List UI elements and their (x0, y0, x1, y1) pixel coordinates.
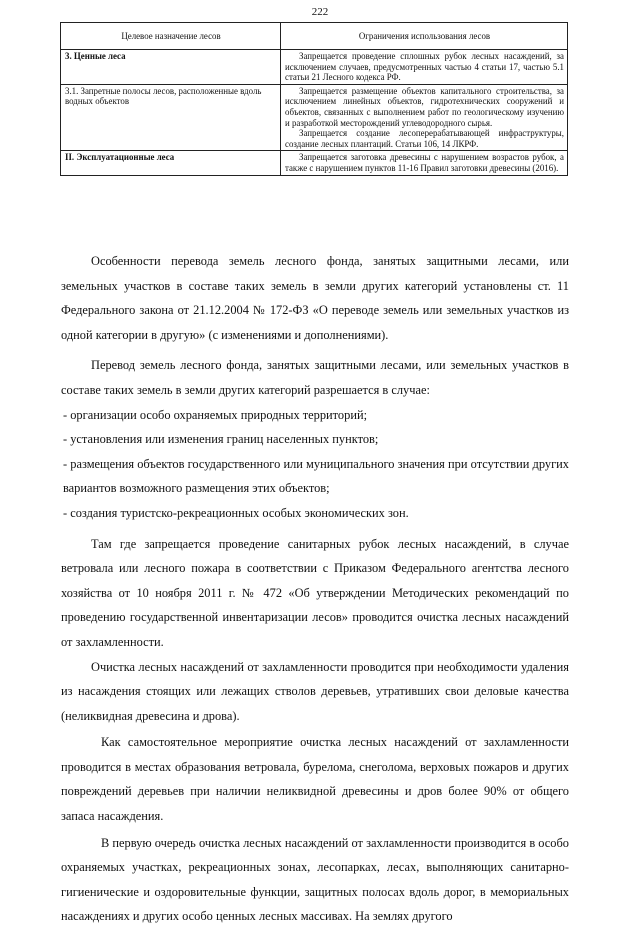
paragraph: Как самостоятельное мероприятие очистка лесных насаждений от захламленности проводится в местах образования ветровала, бурелома, снеголома, верховых пожаров и других повреждений деревьев при наличии неликвидной древесины и дров более 90% от общего запаса насаждения. (61, 735, 569, 824)
paragraph: Особенности перевода земель лесного фонда, занятых защитными лесами, или земельных участков в составе таких земель в земли других категорий установлены ст. 11 Федерального закона от 21.12.2004 № 172-ФЗ «О переводе земель или земельных участков из одной категории в другую» (с изменениями и дополнениями). (61, 254, 569, 342)
restriction-text: Запрещается размещение объектов капитального строительства, за исключением линейных объектов, гидротехнических сооружений и объектов, связанных с выполнением работ по геологическому изучению и разработкой месторождений углеводородного сырья. (285, 85, 564, 128)
conditions-list (61, 403, 569, 526)
paragraph: В первую очередь очистка лесных насаждений от захламленности производится в особо охраняемых участках, рекреационных зонах, лесопарках, лесах, выполняющих санитарно-гигиенические и оздоровительные функции, защитных полосах вдоль дорог, в мемориальных насаждениях и других особо ценных лесных массивах. На землях другого (61, 835, 569, 924)
category-cell: II. Эксплуатационные леса (61, 151, 281, 175)
paragraph: Там где запрещается проведение санитарных рубок лесных насаждений, в случае ветровала или лесного пожара в соответствии с Приказом Федерального агентства лесного хозяйства от 10 ноября 2011 г. № 472 «Об утверждении Методических рекомендаций по проведению государственной инвентаризации лесов» проводится очистка лесных насаждений от захламленности. (61, 536, 569, 649)
table-row (61, 50, 568, 85)
restriction-cell (281, 50, 568, 85)
list-item: - создания туристско-рекреационных особых экономических зон. (63, 505, 409, 520)
restriction-text: Запрещается проведение сплошных рубок лесных насаждений, за исключением случаев, предусмотренных частью 4 статьи 17, частью 5.1 статьи 21 Лесного кодекса РФ. (285, 51, 564, 83)
page-number: 222 (311, 6, 329, 18)
restriction-text: Запрещается создание лесоперерабатывающей инфраструктуры, создание лесных плантаций. Статьи 106, 14 ЛКРФ. (285, 128, 564, 149)
restriction-cell (281, 151, 568, 175)
list-item: - размещения объектов государственного или муниципального значения при отсутствии других вариантов возможного размещения этих объектов; (63, 456, 569, 496)
table-row (61, 84, 568, 151)
restriction-text: Запрещается заготовка древесины с нарушением возрастов рубок, а также с нарушением пунктов 11-16 Правил заготовки древесины (2016). (285, 152, 564, 173)
column-header-purpose: Целевое назначение лесов (61, 23, 281, 50)
list-item: - организации особо охраняемых природных территорий; (63, 407, 368, 422)
paragraph: Очистка лесных насаждений от захламленности проводится при необходимости удаления из насаждения стоящих или лежащих стволов деревьев, утративших свои деловые качества (неликвидная древесина и дрова). (61, 659, 569, 723)
table-header-row (61, 23, 568, 50)
paragraph: Перевод земель лесного фонда, занятых защитными лесами, или земельных участков в составе таких земель в земли других категорий разрешается в случае: (61, 358, 569, 397)
category-cell: 3. Ценные леса (61, 50, 281, 85)
restriction-cell (281, 84, 568, 151)
body-text (61, 249, 569, 929)
column-header-restrictions: Ограничения использования лесов (281, 23, 568, 50)
category-cell: 3.1. Запретные полосы лесов, расположенные вдоль водных объектов (61, 84, 281, 151)
forest-restrictions-table (60, 22, 568, 176)
list-item: - установления или изменения границ населенных пунктов; (63, 432, 379, 447)
table-row (61, 151, 568, 175)
